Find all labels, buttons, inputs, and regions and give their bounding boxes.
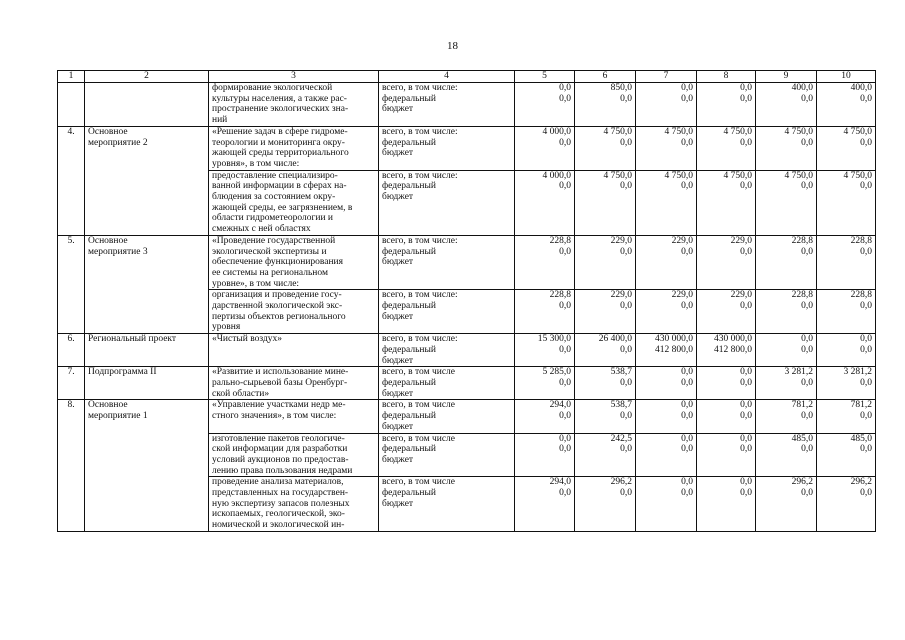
amount-value: 0,0 — [681, 411, 693, 422]
amount-value: 4 750,0 — [843, 170, 872, 181]
amount-cell — [756, 400, 817, 433]
amount-value: 4 750,0 — [664, 126, 693, 137]
funding-source-label: всего, в том числе: — [382, 170, 458, 181]
funding-source-cell — [379, 126, 515, 170]
amount-value: 0,0 — [740, 433, 752, 444]
amount-cell — [575, 334, 636, 367]
description-line: «Проведение государственной — [212, 235, 336, 246]
amount-value: 0,0 — [860, 411, 872, 422]
amount-value: 296,2 — [610, 477, 632, 488]
amount-cell — [575, 83, 636, 127]
amount-value: 400,0 — [850, 83, 872, 93]
amount-value: 0,0 — [559, 377, 571, 388]
amount-value: 0,0 — [740, 83, 752, 93]
description-cell — [209, 126, 379, 170]
description-line: ископаемых, геологической, эко- — [212, 509, 345, 520]
funding-source-cell — [379, 170, 515, 235]
amount-value: 0,0 — [620, 344, 632, 355]
amount-value: 0,0 — [681, 246, 693, 257]
amount-value: 296,2 — [850, 477, 872, 488]
amount-value: 0,0 — [801, 488, 813, 499]
description-line: дарственной экологической экс- — [212, 301, 343, 312]
amount-cell — [756, 126, 817, 170]
funding-source-label: федеральный бюджет — [382, 344, 436, 366]
amount-value: 242,5 — [610, 433, 632, 444]
description-line: проведение анализа материалов, — [212, 477, 344, 488]
row-title-cell — [85, 334, 209, 367]
funding-source-cell — [379, 477, 515, 532]
amount-cell — [636, 477, 697, 532]
description-cell — [209, 400, 379, 433]
description-cell — [209, 235, 379, 290]
row-title-line: Основное — [88, 400, 128, 411]
amount-value: 0,0 — [801, 377, 813, 388]
description-line: обеспечение функционирования — [212, 257, 344, 268]
funding-source-label: федеральный бюджет — [382, 181, 436, 203]
amount-value: 0,0 — [559, 246, 571, 257]
amount-cell — [636, 235, 697, 290]
amount-value: 0,0 — [740, 93, 752, 104]
amount-value: 0,0 — [620, 411, 632, 422]
description-line: области гидрометеорологии и — [212, 213, 333, 224]
description-line: ную экспертизу запасов полезных — [212, 498, 350, 509]
amount-value: 229,0 — [610, 235, 632, 246]
amount-cell — [575, 235, 636, 290]
table-row — [58, 334, 876, 367]
amount-cell — [515, 235, 575, 290]
amount-cell — [817, 367, 876, 400]
description-line: изготовление пакетов геологиче- — [212, 433, 345, 444]
amount-value: 0,0 — [740, 301, 752, 312]
amount-value: 228,8 — [791, 290, 813, 301]
funding-source-label: всего, в том числе — [382, 367, 456, 378]
table-row — [58, 126, 876, 170]
funding-source-label: федеральный бюджет — [382, 377, 436, 399]
amount-value: 0,0 — [860, 301, 872, 312]
amount-cell — [697, 126, 756, 170]
amount-cell — [575, 433, 636, 477]
header-cell: 10 — [817, 71, 876, 83]
header-cell: 5 — [515, 71, 575, 83]
amount-value: 0,0 — [860, 344, 872, 355]
amount-value: 4 000,0 — [542, 126, 571, 137]
row-title-line: мероприятие 3 — [88, 246, 148, 257]
amount-value: 430 000,0 — [714, 334, 752, 345]
amount-value: 0,0 — [740, 477, 752, 488]
amount-value: 0,0 — [681, 444, 693, 455]
description-line: формирование экологической — [212, 83, 333, 93]
amount-value: 4 000,0 — [542, 170, 571, 181]
description-cell — [209, 477, 379, 532]
amount-value: 0,0 — [740, 367, 752, 378]
funding-source-label: всего, в том числе: — [382, 83, 458, 93]
funding-source-cell — [379, 433, 515, 477]
description-cell — [209, 170, 379, 235]
description-cell — [209, 367, 379, 400]
amount-cell — [636, 334, 697, 367]
funding-source-label: федеральный бюджет — [382, 137, 436, 159]
funding-source-label: федеральный бюджет — [382, 93, 436, 115]
amount-value: 0,0 — [681, 477, 693, 488]
amount-value: 0,0 — [559, 444, 571, 455]
amount-value: 0,0 — [559, 301, 571, 312]
amount-value: 0,0 — [681, 377, 693, 388]
header-cell: 3 — [209, 71, 379, 83]
amount-value: 0,0 — [740, 411, 752, 422]
description-line: представленных на государствен- — [212, 488, 349, 499]
amount-value: 0,0 — [801, 301, 813, 312]
header-cell: 1 — [58, 71, 85, 83]
row-title-line: мероприятие 1 — [88, 411, 148, 422]
row-title-line: Основное — [88, 126, 128, 137]
amount-value: 229,0 — [730, 290, 752, 301]
amount-cell — [575, 290, 636, 334]
description-line: ской области» — [212, 388, 270, 399]
amount-value: 0,0 — [801, 334, 813, 345]
funding-source-label: всего, в том числе — [382, 433, 456, 444]
amount-value: 3 281,2 — [843, 367, 872, 378]
description-line: теорологии и мониторинга окру- — [212, 137, 345, 148]
amount-value: 0,0 — [860, 377, 872, 388]
description-line: условий аукционов по предостав- — [212, 454, 349, 465]
amount-value: 0,0 — [559, 433, 571, 444]
amount-cell — [575, 367, 636, 400]
amount-value: 0,0 — [860, 181, 872, 192]
amount-cell — [515, 367, 575, 400]
amount-value: 412 800,0 — [714, 344, 752, 355]
row-number-cell: 8. — [58, 400, 85, 531]
amount-cell — [697, 367, 756, 400]
amount-cell — [817, 126, 876, 170]
amount-value: 3 281,2 — [784, 367, 813, 378]
amount-cell — [817, 334, 876, 367]
header-cell: 4 — [379, 71, 515, 83]
amount-value: 0,0 — [559, 83, 571, 93]
amount-value: 26 400,0 — [598, 334, 632, 345]
description-line: жающей среды территориального — [212, 148, 349, 159]
amount-value: 0,0 — [681, 301, 693, 312]
amount-cell — [756, 235, 817, 290]
amount-value: 228,8 — [850, 235, 872, 246]
funding-source-label: всего, в том числе — [382, 477, 456, 488]
amount-cell — [756, 290, 817, 334]
amount-value: 0,0 — [860, 334, 872, 345]
amount-cell — [515, 334, 575, 367]
description-line: ее системы на региональном — [212, 267, 328, 278]
amount-value: 0,0 — [559, 93, 571, 104]
amount-cell — [756, 170, 817, 235]
description-line: пространение экологических зна- — [212, 104, 349, 115]
amount-value: 0,0 — [801, 246, 813, 257]
amount-value: 0,0 — [620, 246, 632, 257]
amount-cell — [515, 170, 575, 235]
amount-cell — [515, 400, 575, 433]
funding-source-label: всего, в том числе: — [382, 126, 458, 137]
amount-cell — [515, 477, 575, 532]
table-row — [58, 367, 876, 400]
description-line: «Управление участками недр ме- — [212, 400, 346, 411]
amount-value: 0,0 — [559, 411, 571, 422]
amount-value: 4 750,0 — [603, 170, 632, 181]
description-line: номической и экологической ин- — [212, 520, 345, 531]
amount-value: 0,0 — [860, 93, 872, 104]
amount-value: 228,8 — [791, 235, 813, 246]
amount-value: 781,2 — [850, 400, 872, 411]
amount-cell — [817, 290, 876, 334]
amount-value: 0,0 — [620, 301, 632, 312]
header-cell: 9 — [756, 71, 817, 83]
amount-value: 430 000,0 — [655, 334, 693, 345]
amount-value: 0,0 — [620, 444, 632, 455]
amount-value: 296,2 — [791, 477, 813, 488]
amount-cell — [697, 170, 756, 235]
row-title-cell — [85, 235, 209, 333]
amount-cell — [817, 235, 876, 290]
amount-value: 0,0 — [740, 137, 752, 148]
funding-source-label: федеральный бюджет — [382, 411, 436, 432]
amount-value: 294,0 — [549, 400, 571, 411]
amount-value: 0,0 — [860, 444, 872, 455]
amount-value: 0,0 — [620, 93, 632, 104]
description-line: организация и проведение госу- — [212, 290, 342, 301]
table-row — [58, 83, 876, 127]
amount-cell — [817, 83, 876, 127]
description-line: культуры населения, а также рас- — [212, 93, 347, 104]
header-row — [58, 71, 876, 83]
description-line: пертизы объектов регионального — [212, 311, 346, 322]
amount-value: 781,2 — [791, 400, 813, 411]
description-line: экологической экспертизы и — [212, 246, 327, 257]
description-line: ской информации для разработки — [212, 444, 348, 455]
row-number-cell: 6. — [58, 334, 85, 367]
amount-value: 228,8 — [850, 290, 872, 301]
amount-value: 485,0 — [850, 433, 872, 444]
amount-value: 0,0 — [740, 488, 752, 499]
amount-cell — [756, 477, 817, 532]
row-number-cell — [58, 83, 85, 127]
row-title-cell — [85, 83, 209, 127]
header-cell: 8 — [697, 71, 756, 83]
amount-value: 0,0 — [801, 411, 813, 422]
amount-value: 0,0 — [681, 433, 693, 444]
amount-value: 294,0 — [549, 477, 571, 488]
amount-value: 0,0 — [740, 400, 752, 411]
description-cell — [209, 83, 379, 127]
amount-cell — [756, 83, 817, 127]
description-line: «Решение задач в сфере гидроме- — [212, 126, 348, 137]
amount-cell — [817, 170, 876, 235]
row-title-line: мероприятие 2 — [88, 137, 148, 148]
funding-source-label: федеральный бюджет — [382, 444, 436, 465]
funding-source-cell — [379, 290, 515, 334]
amount-value: 4 750,0 — [843, 126, 872, 137]
amount-value: 229,0 — [671, 290, 693, 301]
amount-value: 538,7 — [610, 367, 632, 378]
amount-cell — [515, 433, 575, 477]
funding-source-cell — [379, 367, 515, 400]
funding-source-label: федеральный бюджет — [382, 246, 436, 268]
description-cell — [209, 433, 379, 477]
amount-value: 0,0 — [860, 246, 872, 257]
row-number-cell: 5. — [58, 235, 85, 333]
table-row — [58, 400, 876, 433]
row-title-line: Региональный проект — [88, 334, 177, 345]
funding-source-cell — [379, 83, 515, 127]
amount-cell — [515, 290, 575, 334]
amount-cell — [817, 477, 876, 532]
amount-value: 4 750,0 — [784, 170, 813, 181]
amount-value: 0,0 — [559, 181, 571, 192]
description-line: ний — [212, 115, 228, 126]
description-cell — [209, 334, 379, 367]
row-title-line: Основное — [88, 235, 128, 246]
amount-value: 228,8 — [549, 290, 571, 301]
amount-value: 0,0 — [559, 344, 571, 355]
amount-cell — [756, 334, 817, 367]
amount-value: 4 750,0 — [664, 170, 693, 181]
amount-value: 0,0 — [740, 181, 752, 192]
header-cell: 2 — [85, 71, 209, 83]
funding-source-label: всего, в том числе: — [382, 235, 458, 246]
amount-value: 5 285,0 — [542, 367, 571, 378]
amount-cell — [515, 83, 575, 127]
amount-cell — [575, 400, 636, 433]
amount-value: 229,0 — [730, 235, 752, 246]
description-line: уровне», в том числе: — [212, 278, 300, 289]
amount-value: 4 750,0 — [784, 126, 813, 137]
description-line: предоставление специализиро- — [212, 170, 338, 181]
amount-value: 0,0 — [740, 444, 752, 455]
amount-value: 229,0 — [671, 235, 693, 246]
amount-value: 0,0 — [681, 181, 693, 192]
amount-value: 15 300,0 — [537, 334, 571, 345]
amount-cell — [697, 235, 756, 290]
amount-cell — [817, 433, 876, 477]
amount-value: 0,0 — [681, 488, 693, 499]
amount-cell — [817, 400, 876, 433]
amount-cell — [575, 477, 636, 532]
table-body — [58, 71, 876, 532]
header-cell: 7 — [636, 71, 697, 83]
amount-value: 0,0 — [681, 137, 693, 148]
amount-cell — [756, 433, 817, 477]
amount-cell — [575, 126, 636, 170]
amount-cell — [636, 170, 697, 235]
amount-cell — [697, 83, 756, 127]
funding-source-label: всего, в том числе: — [382, 290, 458, 301]
amount-value: 4 750,0 — [723, 126, 752, 137]
amount-value: 0,0 — [681, 367, 693, 378]
amount-value: 0,0 — [559, 488, 571, 499]
description-line: ванной информации в сферах на- — [212, 181, 347, 192]
amount-value: 0,0 — [681, 93, 693, 104]
amount-value: 0,0 — [740, 246, 752, 257]
funding-source-label: всего, в том числе — [382, 400, 456, 411]
funding-source-label: всего, в том числе: — [382, 334, 458, 345]
amount-value: 0,0 — [801, 344, 813, 355]
amount-value: 0,0 — [801, 137, 813, 148]
amount-cell — [636, 126, 697, 170]
row-title-cell — [85, 400, 209, 531]
amount-value: 0,0 — [801, 181, 813, 192]
description-line: «Чистый воздух» — [212, 334, 283, 345]
amount-value: 412 800,0 — [655, 344, 693, 355]
amount-cell — [697, 433, 756, 477]
row-title-line: Подпрограмма II — [88, 367, 157, 378]
amount-value: 0,0 — [860, 137, 872, 148]
amount-value: 0,0 — [801, 93, 813, 104]
page-number: 18 — [447, 40, 458, 52]
amount-cell — [756, 367, 817, 400]
amount-value: 0,0 — [620, 377, 632, 388]
amount-value: 0,0 — [860, 488, 872, 499]
amount-cell — [515, 126, 575, 170]
amount-value: 4 750,0 — [603, 126, 632, 137]
amount-value: 485,0 — [791, 433, 813, 444]
description-line: «Развитие и использование мине- — [212, 367, 349, 378]
funding-source-label: федеральный бюджет — [382, 301, 436, 322]
amount-value: 0,0 — [620, 137, 632, 148]
amount-cell — [636, 290, 697, 334]
amount-cell — [636, 83, 697, 127]
description-line: жающей среды, ее загрязнением, в — [212, 202, 353, 213]
amount-value: 4 750,0 — [723, 170, 752, 181]
row-number-cell: 4. — [58, 126, 85, 235]
description-line: лению права пользования недрами — [212, 465, 353, 476]
row-title-cell — [85, 126, 209, 235]
amount-value: 228,8 — [549, 235, 571, 246]
funding-source-label: федеральный бюджет — [382, 488, 436, 509]
row-number-cell: 7. — [58, 367, 85, 400]
amount-value: 229,0 — [610, 290, 632, 301]
amount-cell — [636, 433, 697, 477]
amount-value: 538,7 — [610, 400, 632, 411]
funding-source-cell — [379, 235, 515, 290]
amount-cell — [575, 170, 636, 235]
amount-value: 0,0 — [801, 444, 813, 455]
amount-cell — [636, 400, 697, 433]
table-row — [58, 235, 876, 290]
description-line: уровня — [212, 322, 241, 333]
description-line: рально-сырьевой базы Оренбург- — [212, 377, 348, 388]
amount-value: 0,0 — [620, 181, 632, 192]
amount-cell — [636, 367, 697, 400]
amount-value: 0,0 — [681, 400, 693, 411]
amount-value: 0,0 — [620, 488, 632, 499]
description-line: уровня», в том числе: — [212, 158, 300, 169]
amount-value: 400,0 — [791, 83, 813, 93]
description-line: стного значения», в том числе: — [212, 411, 337, 422]
header-cell: 6 — [575, 71, 636, 83]
description-line: блюдения за состоянием окру- — [212, 192, 336, 203]
description-cell — [209, 290, 379, 334]
amount-cell — [697, 290, 756, 334]
amount-cell — [697, 400, 756, 433]
amount-value: 0,0 — [681, 83, 693, 93]
amount-value: 850,0 — [610, 83, 632, 93]
funding-source-cell — [379, 400, 515, 433]
amount-value: 0,0 — [559, 137, 571, 148]
amount-cell — [697, 477, 756, 532]
description-line: смежных с ней областях — [212, 224, 311, 235]
budget-table — [57, 70, 876, 532]
amount-cell — [697, 334, 756, 367]
row-title-cell — [85, 367, 209, 400]
amount-value: 0,0 — [740, 377, 752, 388]
funding-source-cell — [379, 334, 515, 367]
